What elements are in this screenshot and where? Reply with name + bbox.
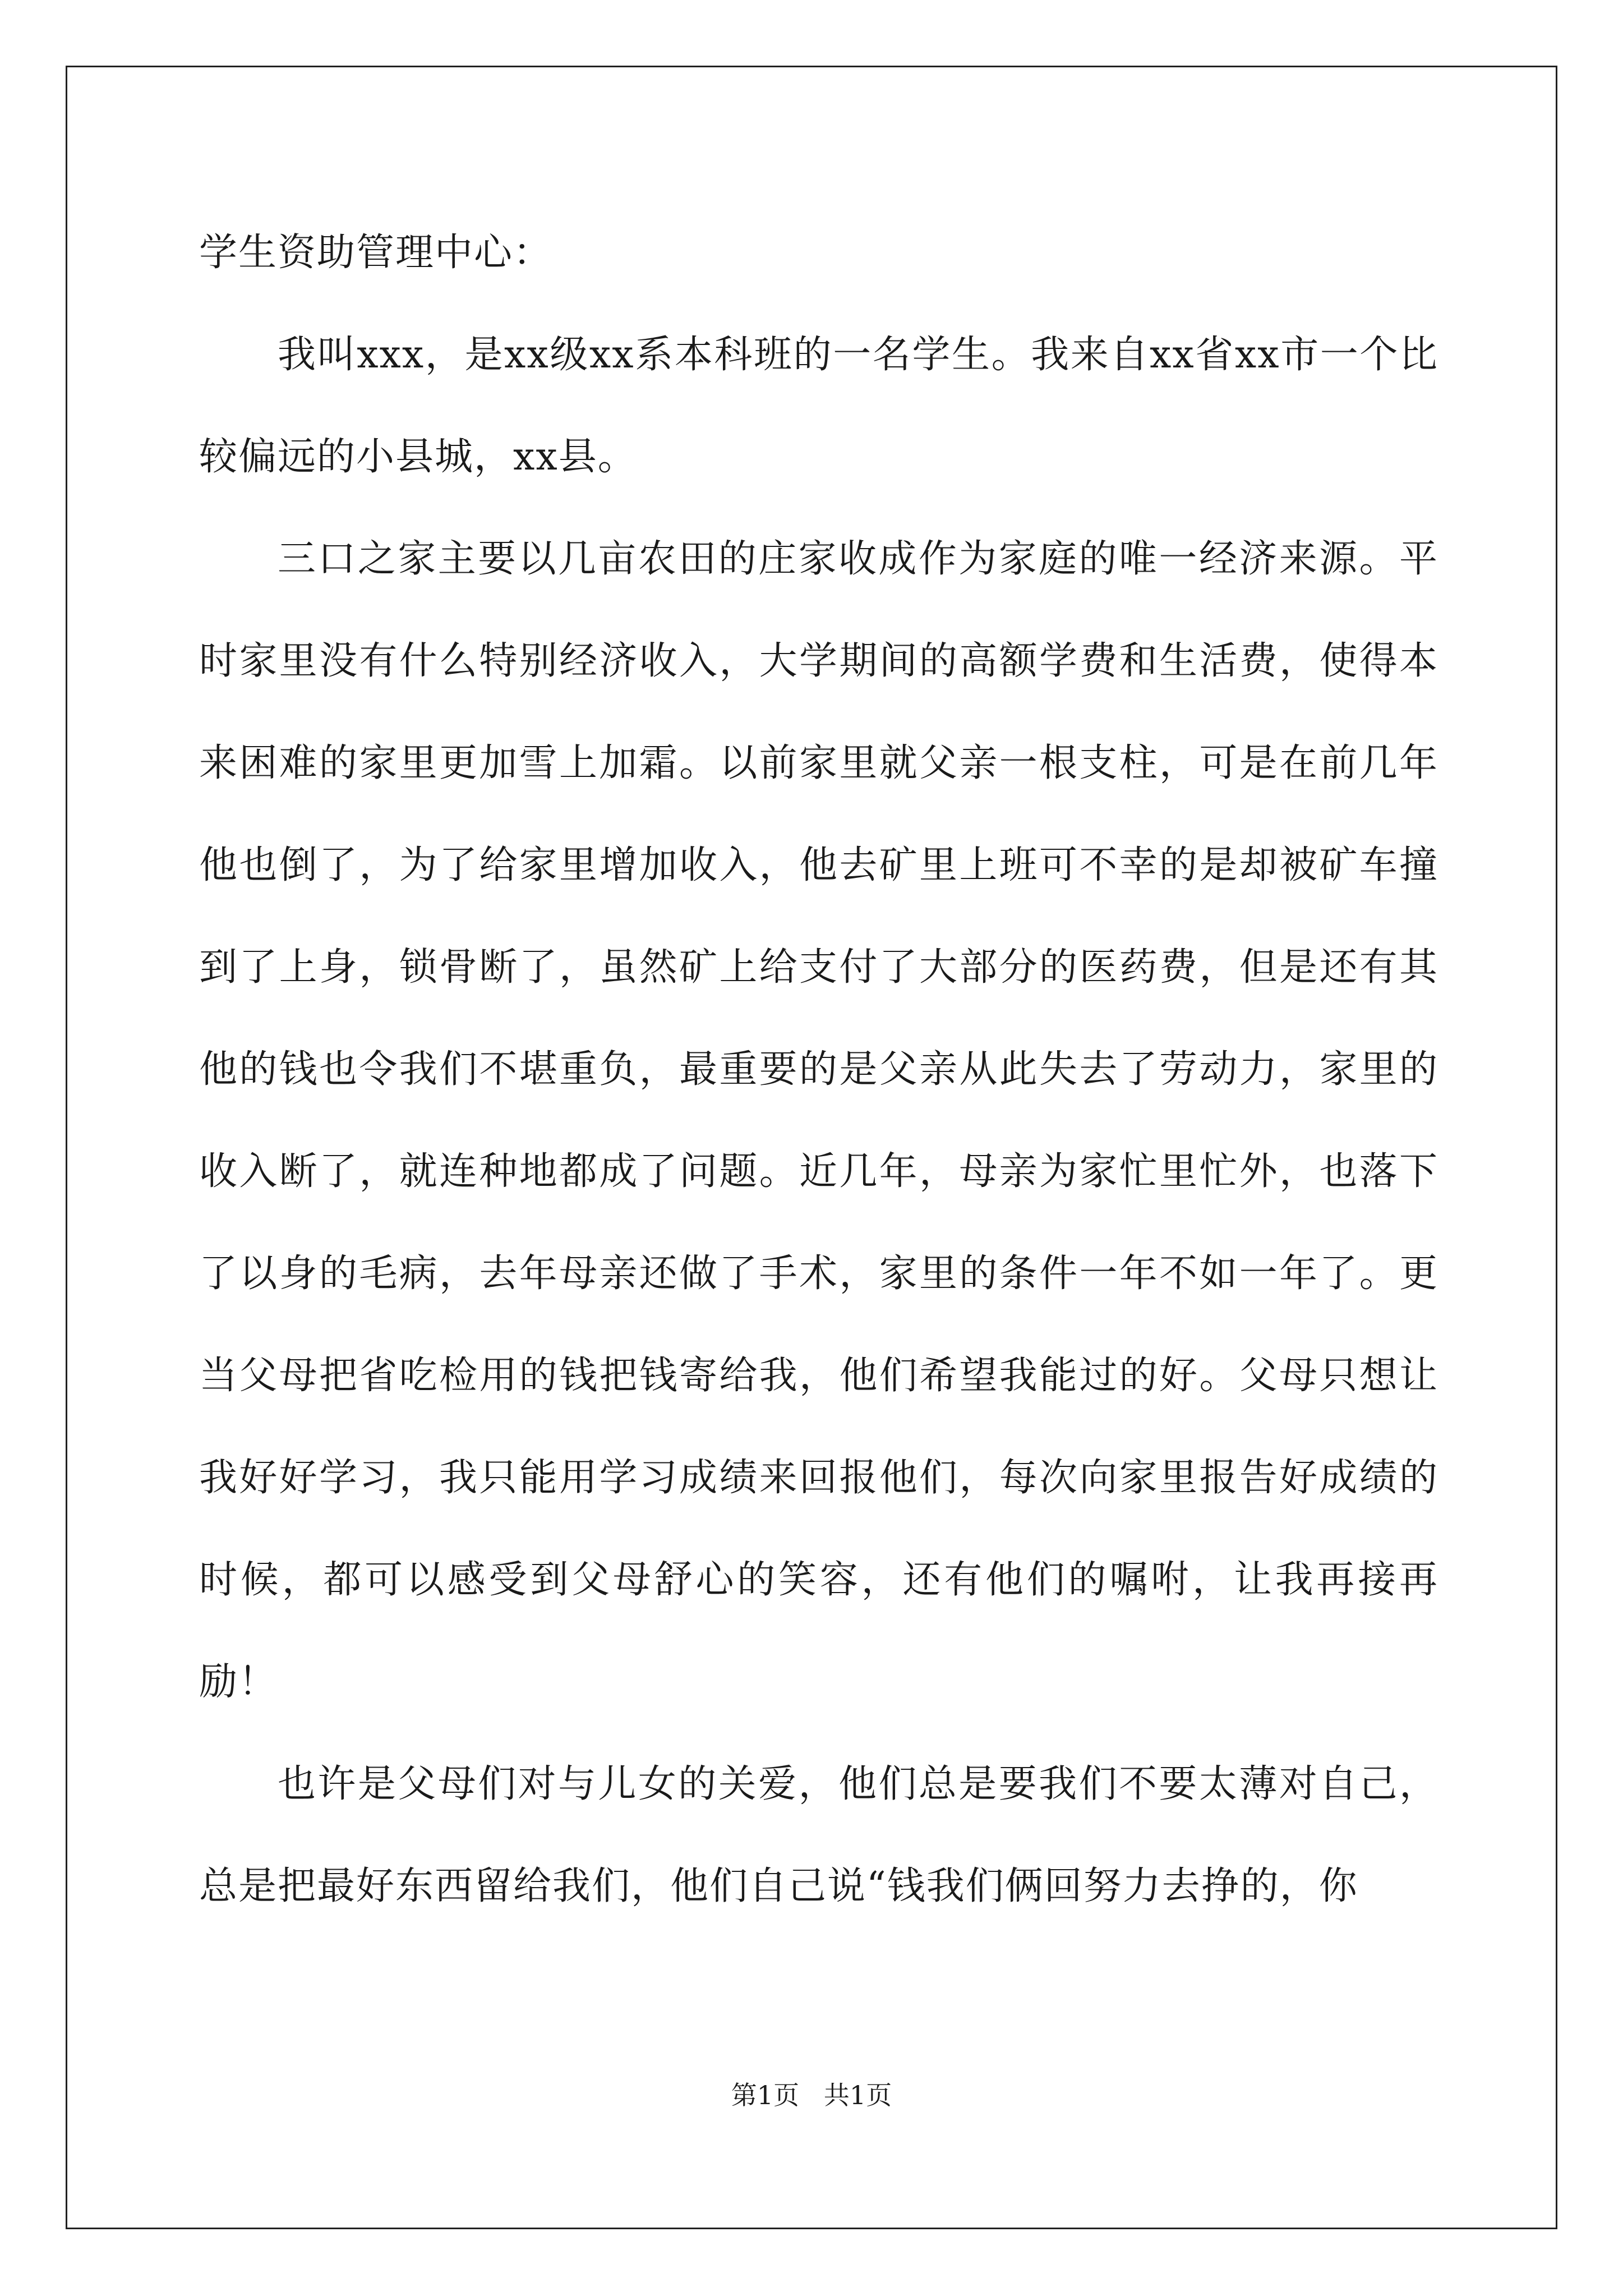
page-footer [0, 2078, 1623, 2112]
paragraph-2: 三口之家主要以几亩农田的庄家收成作为家庭的唯一经济来源。平时家里没有什么特别经济收入，大学期间的高额学费和生活费，使得本来困难的家里更加雪上加霜。以前家里就父亲一根支柱，可是在前几年他也倒了，为了给家里增加收入，他去矿里上班可不幸的是却被矿车撞到了上身，锁骨断了，虽然矿上给支付了大部分的医药费，但是还有其他的钱也令我们不堪重负，最重要的是父亲从此失去了劳动力，家里的收入断了，就连种地都成了问题。近几年，母亲为家忙里忙外，也落下了以身的毛病，去年母亲还做了手术，家里的条件一年不如一年了。更当父母把省吃检用的钱把钱寄给我，他们希望我能过的好。父母只想让我好好学习，我只能用学习成绩来回报他们，每次向家里报告好成绩的时候，都可以感受到父母舒心的笑容，还有他们的嘱咐，让我再接再励！ [199, 537, 1438, 1704]
paragraph-3: 也许是父母们对与儿女的关爱，他们总是要我们不要太薄对自己，总是把最好东西留给我们，他们自己说“钱我们俩回努力去挣的，你 [199, 1762, 1438, 1908]
paragraph-1: 我叫xxx，是xx级xx系本科班的一名学生。我来自xx省xx市一个比较偏远的小县城，xx县。 [199, 333, 1438, 479]
page-number: 第1页 共1页 [731, 2080, 892, 2110]
salutation: 学生资助管理中心： [199, 231, 553, 275]
document-body [199, 202, 1438, 1938]
